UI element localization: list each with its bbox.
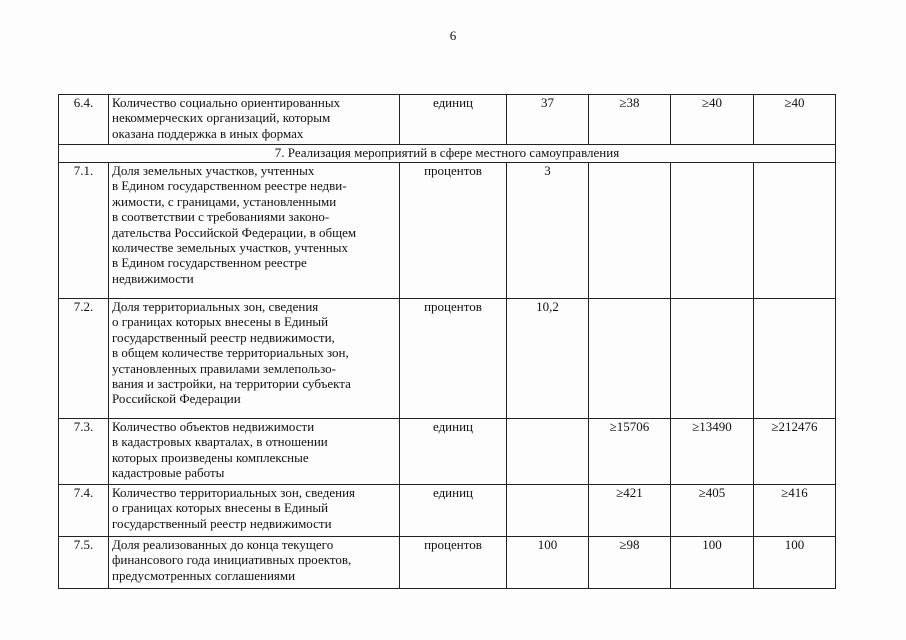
- row-number: 7.4.: [59, 485, 109, 537]
- row-number: 7.3.: [59, 419, 109, 485]
- indicator-name: Доля территориальных зон, сведения о границах которых внесены в Единый государственный реестр недвижимости, в общем количестве территориальных зон, установленных правилами землепользо- вания и застройки, на территории субъекта Российской Федерации: [109, 299, 400, 419]
- section-title: 7. Реализация мероприятий в сфере местного самоуправления: [59, 145, 836, 163]
- value-cell: ≥40: [754, 95, 836, 145]
- value-cell: [589, 163, 671, 299]
- unit-cell: процентов: [400, 299, 507, 419]
- table-row: [59, 163, 836, 299]
- value-cell: ≥13490: [671, 419, 754, 485]
- value-cell: ≥212476: [754, 419, 836, 485]
- value-cell: [671, 299, 754, 419]
- value-cell: [589, 299, 671, 419]
- value-cell: ≥15706: [589, 419, 671, 485]
- value-cell: 37: [507, 95, 589, 145]
- indicator-name: Доля реализованных до конца текущего финансового года инициативных проектов, предусмотренных соглашениями: [109, 537, 400, 589]
- value-cell: 10,2: [507, 299, 589, 419]
- table-row: [59, 537, 836, 589]
- table-row: [59, 95, 836, 145]
- row-number: 7.2.: [59, 299, 109, 419]
- indicators-table: [58, 94, 836, 589]
- value-cell: [671, 163, 754, 299]
- unit-cell: процентов: [400, 163, 507, 299]
- value-cell: ≥421: [589, 485, 671, 537]
- indicator-name: Количество территориальных зон, сведения о границах которых внесены в Единый государственный реестр недвижимости: [109, 485, 400, 537]
- unit-cell: единиц: [400, 95, 507, 145]
- value-cell: [754, 163, 836, 299]
- indicator-name: Доля земельных участков, учтенных в Едином государственном реестре недви- жимости, с границами, установленными в соответствии с требованиями законо- дательства Российской Федерации, в общем количестве земельных участков, учтенных в Едином государственном реестре недвижимости: [109, 163, 400, 299]
- unit-cell: единиц: [400, 485, 507, 537]
- row-number: 7.1.: [59, 163, 109, 299]
- value-cell: 3: [507, 163, 589, 299]
- value-cell: ≥98: [589, 537, 671, 589]
- value-cell: 100: [754, 537, 836, 589]
- value-cell: ≥416: [754, 485, 836, 537]
- row-number: 7.5.: [59, 537, 109, 589]
- row-number: 6.4.: [59, 95, 109, 145]
- unit-cell: процентов: [400, 537, 507, 589]
- value-cell: ≥38: [589, 95, 671, 145]
- value-cell: 100: [671, 537, 754, 589]
- value-cell: [507, 419, 589, 485]
- indicator-name: Количество объектов недвижимости в кадастровых кварталах, в отношении которых произведены комплексные кадастровые работы: [109, 419, 400, 485]
- page-number: 6: [449, 28, 457, 43]
- value-cell: ≥405: [671, 485, 754, 537]
- table-row: [59, 419, 836, 485]
- section-row: [59, 145, 836, 163]
- value-cell: 100: [507, 537, 589, 589]
- value-cell: [754, 299, 836, 419]
- indicator-name: Количество социально ориентированных некоммерческих организаций, которым оказана поддержка в иных формах: [109, 95, 400, 145]
- value-cell: [507, 485, 589, 537]
- value-cell: ≥40: [671, 95, 754, 145]
- unit-cell: единиц: [400, 419, 507, 485]
- table-row: [59, 485, 836, 537]
- table-row: [59, 299, 836, 419]
